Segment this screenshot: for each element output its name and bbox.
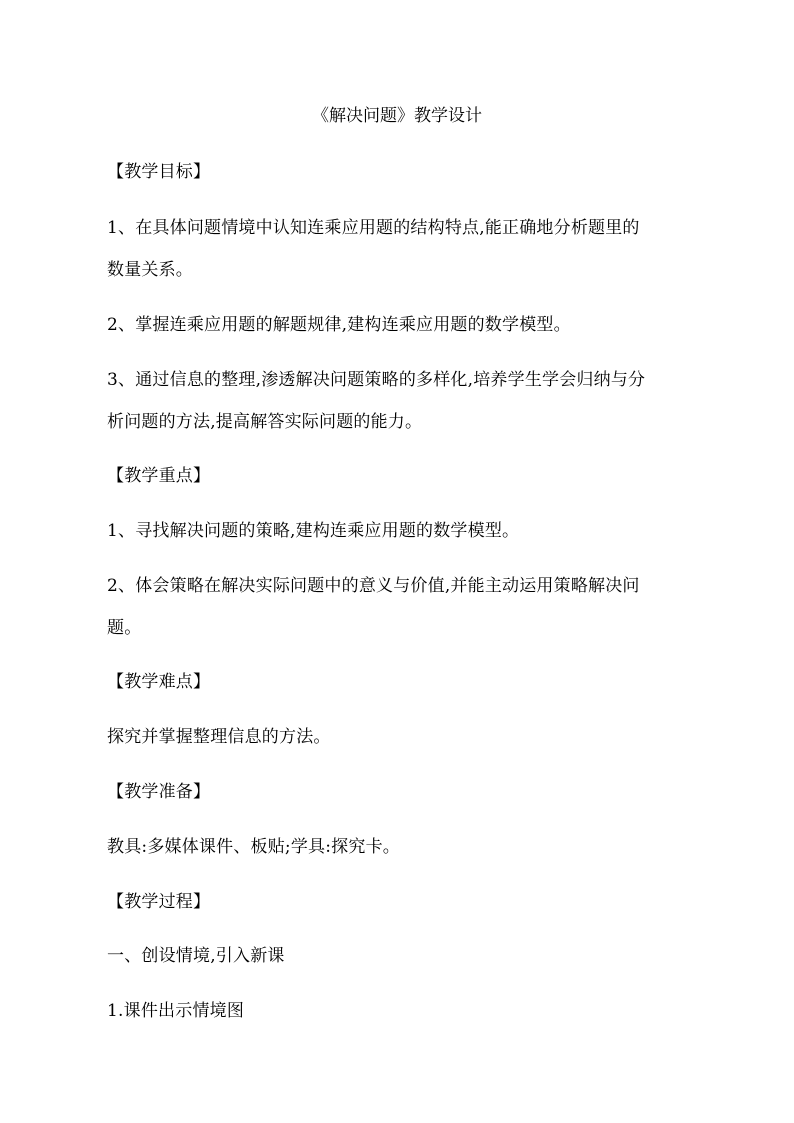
section-heading-process: 【教学过程】 bbox=[107, 892, 211, 912]
goal-3-line-1: 3、通过信息的整理,渗透解决问题策略的多样化,培养学生学会归纳与分 bbox=[107, 370, 646, 390]
goal-3-line-2: 析问题的方法,提高解答实际问题的能力。 bbox=[107, 412, 423, 432]
section-heading-key-points: 【教学重点】 bbox=[107, 466, 211, 486]
section-heading-difficulty: 【教学难点】 bbox=[107, 672, 211, 692]
process-step-1-1: 1.课件出示情境图 bbox=[107, 1001, 245, 1021]
key-point-2-line-2: 题。 bbox=[107, 618, 142, 638]
section-heading-preparation: 【教学准备】 bbox=[107, 782, 211, 802]
section-heading-goals: 【教学目标】 bbox=[107, 162, 211, 182]
goal-1-line-1: 1、在具体问题情境中认知连乘应用题的结构特点,能正确地分析题里的 bbox=[107, 218, 640, 238]
preparation-1: 教具:多媒体课件、板贴;学具:探究卡。 bbox=[107, 837, 400, 857]
process-step-1: 一、创设情境,引入新课 bbox=[107, 946, 285, 966]
key-point-1: 1、寻找解决问题的策略,建构连乘应用题的数学模型。 bbox=[107, 521, 520, 541]
document-title: 《解决问题》教学设计 bbox=[312, 106, 482, 126]
difficulty-1: 探究并掌握整理信息的方法。 bbox=[107, 727, 331, 747]
goal-1-line-2: 数量关系。 bbox=[107, 260, 193, 280]
key-point-2-line-1: 2、体会策略在解决实际问题中的意义与价值,并能主动运用策略解决问 bbox=[107, 576, 640, 596]
goal-2: 2、掌握连乘应用题的解题规律,建构连乘应用题的数学模型。 bbox=[107, 315, 571, 335]
